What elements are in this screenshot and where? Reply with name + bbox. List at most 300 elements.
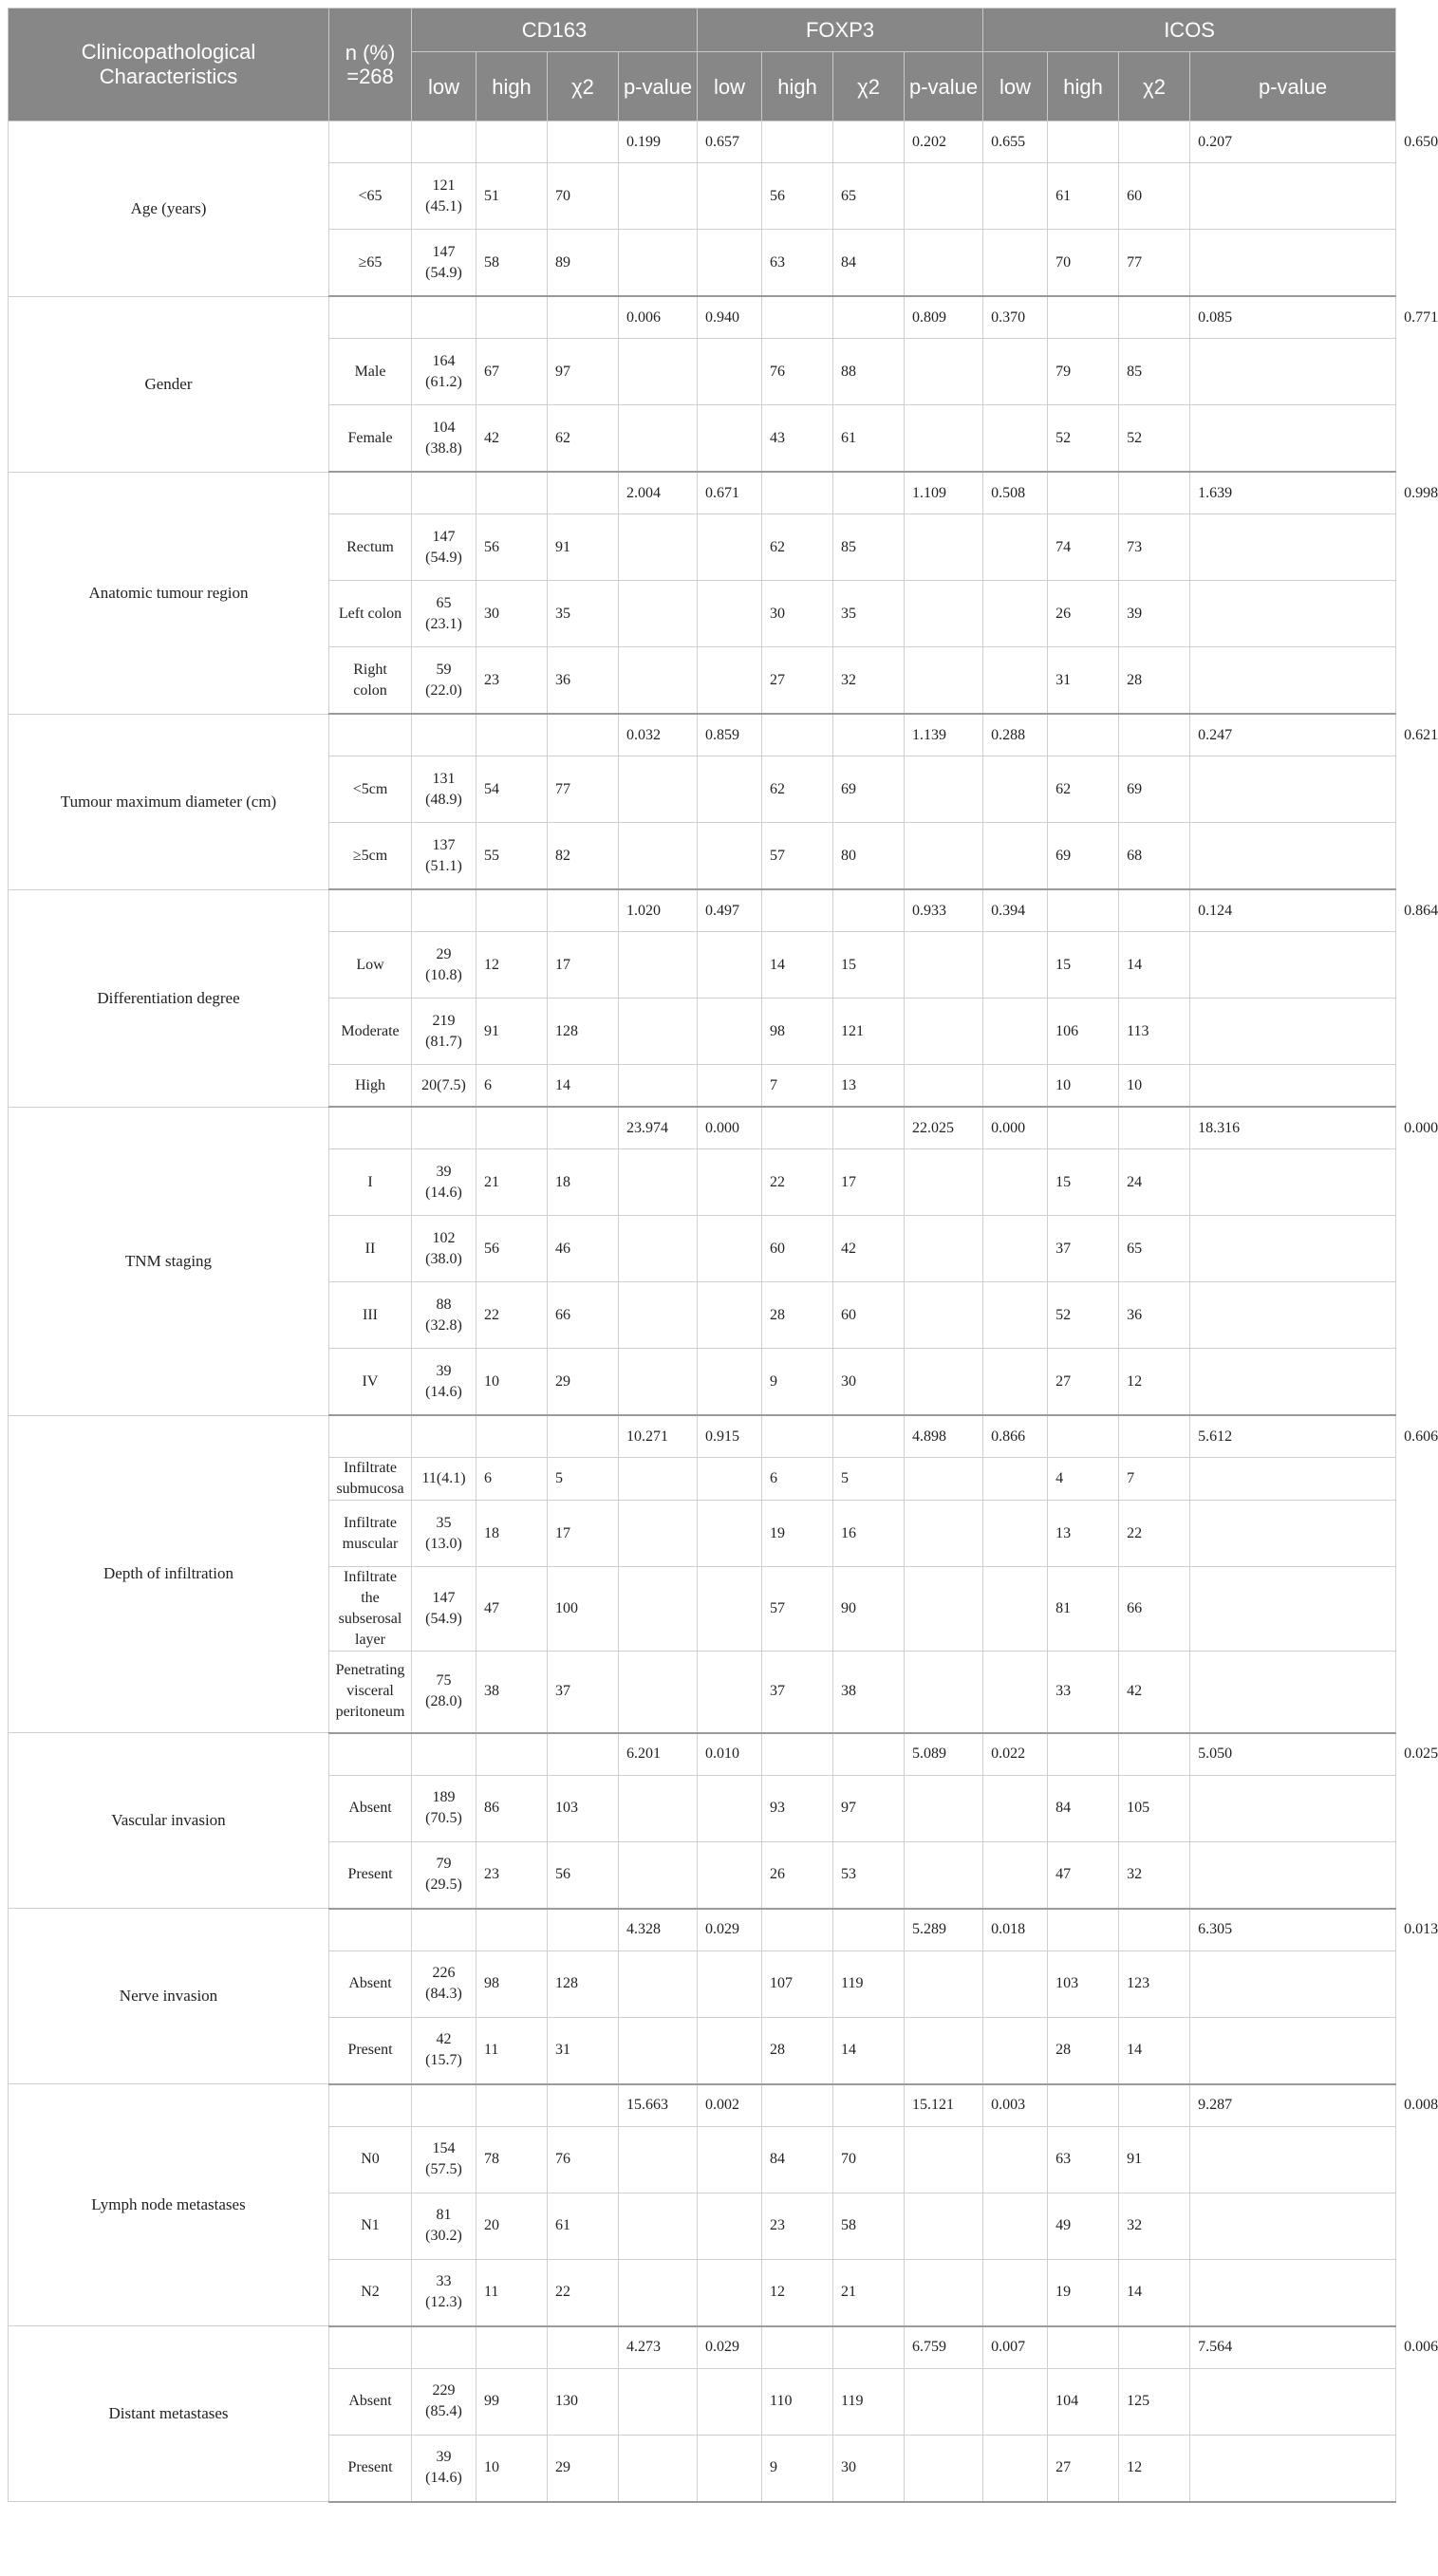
characteristic-label: Nerve invasion (9, 1909, 329, 2084)
high-count-cell: 29 (548, 1349, 619, 1416)
subcategory-label: Penetrating visceral peritoneum (329, 1652, 412, 1733)
low-count-cell: 19 (1048, 2259, 1119, 2326)
p-value-cell: 0.508 (983, 472, 1048, 514)
high-count-cell: 68 (1119, 823, 1190, 890)
empty-cell (698, 514, 762, 581)
empty-cell (476, 296, 548, 339)
empty-cell (905, 999, 983, 1065)
p-value-cell: 0.022 (983, 1733, 1048, 1776)
subcategory-label: IV (329, 1349, 412, 1416)
empty-cell (619, 514, 698, 581)
high-count-cell: 53 (833, 1841, 905, 1909)
high-count-cell: 66 (1119, 1567, 1190, 1652)
empty-cell (762, 472, 833, 514)
p-value-cell: 0.000 (698, 1107, 762, 1149)
empty-cell (983, 2435, 1048, 2502)
empty-cell (762, 1415, 833, 1458)
p-value-cell: 0.002 (698, 2084, 762, 2127)
empty-cell (833, 296, 905, 339)
empty-cell (698, 1458, 762, 1501)
empty-cell (905, 581, 983, 647)
empty-cell (698, 1282, 762, 1349)
empty-cell (983, 2368, 1048, 2435)
chi2-cell: 4.328 (619, 1909, 698, 1951)
high-count-cell: 66 (548, 1282, 619, 1349)
empty-cell (983, 1349, 1048, 1416)
table-row-stats: Anatomic tumour region 2.004 0.671 1.109 0.508 1.639 0.998 (9, 472, 1396, 514)
table-row-stats: Distant metastases 4.273 0.029 6.759 0.007 7.564 0.006 (9, 2326, 1396, 2369)
header-group-foxp3: FOXP3 (698, 9, 983, 52)
empty-cell (983, 1567, 1048, 1652)
empty-cell (1190, 2368, 1396, 2435)
header-p-value: p-value (619, 52, 698, 121)
empty-cell (762, 296, 833, 339)
empty-cell (329, 2326, 412, 2369)
empty-cell (476, 472, 548, 514)
empty-cell (1190, 1065, 1396, 1108)
count-percent-cell: 164 (61.2) (412, 339, 476, 405)
high-count-cell: 105 (1119, 1775, 1190, 1841)
empty-cell (1190, 999, 1396, 1065)
low-count-cell: 56 (476, 514, 548, 581)
p-value-cell: 0.940 (698, 296, 762, 339)
subcategory-label: II (329, 1216, 412, 1282)
low-count-cell: 26 (762, 1841, 833, 1909)
empty-cell (412, 296, 476, 339)
empty-cell (619, 2193, 698, 2259)
low-count-cell: 12 (762, 2259, 833, 2326)
high-count-cell: 22 (1119, 1501, 1190, 1567)
low-count-cell: 7 (762, 1065, 833, 1108)
high-count-cell: 17 (833, 1149, 905, 1216)
table-body (9, 121, 1438, 2502)
count-percent-cell: 147 (54.9) (412, 514, 476, 581)
empty-cell (619, 999, 698, 1065)
subcategory-label: Absent (329, 2368, 412, 2435)
header-group-cd163: CD163 (412, 9, 698, 52)
low-count-cell: 28 (1048, 2017, 1119, 2084)
empty-cell (983, 1841, 1048, 1909)
empty-cell (1190, 581, 1396, 647)
count-percent-cell: 39 (14.6) (412, 1349, 476, 1416)
chi2-cell: 1.109 (905, 472, 983, 514)
empty-cell (762, 1733, 833, 1776)
p-value-cell: 0.010 (698, 1733, 762, 1776)
high-count-cell: 31 (548, 2017, 619, 2084)
low-count-cell: 13 (1048, 1501, 1119, 1567)
high-count-cell: 89 (548, 230, 619, 297)
characteristic-label: Differentiation degree (9, 889, 329, 1107)
header-p-value: p-value (1190, 52, 1396, 121)
count-percent-cell: 147 (54.9) (412, 1567, 476, 1652)
table-row-stats: Gender 0.006 0.940 0.809 0.370 0.085 0.771 (9, 296, 1396, 339)
header-chi2: χ2 (1119, 52, 1190, 121)
empty-cell (833, 1909, 905, 1951)
high-count-cell: 91 (548, 514, 619, 581)
empty-cell (983, 647, 1048, 715)
table-row-stats: Depth of infiltration 10.271 0.915 4.898 0.866 5.612 0.606 (9, 1415, 1396, 1458)
characteristic-label: TNM staging (9, 1107, 329, 1415)
low-count-cell: 81 (1048, 1567, 1119, 1652)
table-row-stats: Age (years) 0.199 0.657 0.202 0.655 0.207 0.650 (9, 121, 1396, 163)
empty-cell (762, 1107, 833, 1149)
empty-cell (412, 1415, 476, 1458)
low-count-cell: 107 (762, 1951, 833, 2017)
empty-cell (905, 1951, 983, 2017)
high-count-cell: 14 (1119, 2259, 1190, 2326)
low-count-cell: 27 (1048, 1349, 1119, 1416)
empty-cell (1190, 756, 1396, 823)
empty-cell (1048, 1909, 1119, 1951)
empty-cell (412, 121, 476, 163)
empty-cell (476, 2084, 548, 2127)
header-group-icos: ICOS (983, 9, 1396, 52)
low-count-cell: 23 (476, 1841, 548, 1909)
count-percent-cell: 35 (13.0) (412, 1501, 476, 1567)
empty-cell (329, 889, 412, 932)
empty-cell (1048, 2084, 1119, 2127)
empty-cell (619, 1282, 698, 1349)
empty-cell (905, 1349, 983, 1416)
subcategory-label: High (329, 1065, 412, 1108)
subcategory-label: Female (329, 405, 412, 473)
empty-cell (619, 2435, 698, 2502)
table-row-stats: Nerve invasion 4.328 0.029 5.289 0.018 6.305 0.013 (9, 1909, 1396, 1951)
empty-cell (1190, 339, 1396, 405)
count-percent-cell: 137 (51.1) (412, 823, 476, 890)
subcategory-label: Left colon (329, 581, 412, 647)
high-count-cell: 52 (1119, 405, 1190, 473)
high-count-cell: 56 (548, 1841, 619, 1909)
empty-cell (619, 2259, 698, 2326)
high-count-cell: 36 (1119, 1282, 1190, 1349)
empty-cell (983, 1501, 1048, 1567)
subcategory-label: Moderate (329, 999, 412, 1065)
count-percent-cell: 81 (30.2) (412, 2193, 476, 2259)
empty-cell (983, 163, 1048, 230)
chi2-cell: 4.273 (619, 2326, 698, 2369)
low-count-cell: 22 (476, 1282, 548, 1349)
p-value-cell: 0.497 (698, 889, 762, 932)
low-count-cell: 74 (1048, 514, 1119, 581)
low-count-cell: 56 (476, 1216, 548, 1282)
header-chi2: χ2 (548, 52, 619, 121)
empty-cell (548, 1415, 619, 1458)
high-count-cell: 97 (548, 339, 619, 405)
low-count-cell: 98 (476, 1951, 548, 2017)
chi2-cell: 0.124 (1190, 889, 1396, 932)
empty-cell (1048, 296, 1119, 339)
count-percent-cell: 219 (81.7) (412, 999, 476, 1065)
high-count-cell: 103 (548, 1775, 619, 1841)
empty-cell (619, 1775, 698, 1841)
empty-cell (476, 1909, 548, 1951)
empty-cell (833, 1733, 905, 1776)
empty-cell (983, 756, 1048, 823)
empty-cell (698, 1567, 762, 1652)
low-count-cell: 11 (476, 2259, 548, 2326)
low-count-cell: 42 (476, 405, 548, 473)
empty-cell (698, 932, 762, 999)
count-percent-cell: 88 (32.8) (412, 1282, 476, 1349)
high-count-cell: 77 (548, 756, 619, 823)
low-count-cell: 28 (762, 1282, 833, 1349)
empty-cell (548, 889, 619, 932)
high-count-cell: 42 (833, 1216, 905, 1282)
low-count-cell: 20 (476, 2193, 548, 2259)
empty-cell (698, 339, 762, 405)
empty-cell (905, 2126, 983, 2193)
high-count-cell: 70 (833, 2126, 905, 2193)
empty-cell (1190, 1841, 1396, 1909)
empty-cell (983, 2259, 1048, 2326)
high-count-cell: 100 (548, 1567, 619, 1652)
count-percent-cell: 33 (12.3) (412, 2259, 476, 2326)
high-count-cell: 85 (833, 514, 905, 581)
empty-cell (905, 2435, 983, 2502)
empty-cell (698, 163, 762, 230)
low-count-cell: 15 (1048, 932, 1119, 999)
empty-cell (1119, 121, 1190, 163)
count-percent-cell: 75 (28.0) (412, 1652, 476, 1733)
empty-cell (983, 1652, 1048, 1733)
chi2-cell: 0.247 (1190, 714, 1396, 756)
empty-cell (983, 230, 1048, 297)
empty-cell (1190, 1349, 1396, 1416)
high-count-cell: 85 (1119, 339, 1190, 405)
low-count-cell: 69 (1048, 823, 1119, 890)
empty-cell (619, 405, 698, 473)
empty-cell (476, 889, 548, 932)
empty-cell (619, 1349, 698, 1416)
chi2-cell: 0.933 (905, 889, 983, 932)
high-count-cell: 128 (548, 1951, 619, 2017)
empty-cell (905, 339, 983, 405)
low-count-cell: 104 (1048, 2368, 1119, 2435)
empty-cell (905, 1282, 983, 1349)
empty-cell (619, 756, 698, 823)
empty-cell (698, 2126, 762, 2193)
header-high: high (1048, 52, 1119, 121)
empty-cell (905, 1501, 983, 1567)
empty-cell (476, 1107, 548, 1149)
empty-cell (329, 472, 412, 514)
empty-cell (833, 1415, 905, 1458)
empty-cell (983, 514, 1048, 581)
low-count-cell: 52 (1048, 1282, 1119, 1349)
count-percent-cell: 226 (84.3) (412, 1951, 476, 2017)
count-percent-cell: 39 (14.6) (412, 2435, 476, 2502)
subcategory-label: Infiltrate the subserosal layer (329, 1567, 412, 1652)
high-count-cell: 80 (833, 823, 905, 890)
low-count-cell: 15 (1048, 1149, 1119, 1216)
high-count-cell: 69 (1119, 756, 1190, 823)
empty-cell (762, 1909, 833, 1951)
table-row-stats: Vascular invasion 6.201 0.010 5.089 0.022 5.050 0.025 (9, 1733, 1396, 1776)
empty-cell (698, 1501, 762, 1567)
low-count-cell: 84 (1048, 1775, 1119, 1841)
low-count-cell: 30 (762, 581, 833, 647)
empty-cell (329, 1415, 412, 1458)
empty-cell (698, 1841, 762, 1909)
empty-cell (905, 647, 983, 715)
characteristic-label: Tumour maximum diameter (cm) (9, 714, 329, 889)
low-count-cell: 93 (762, 1775, 833, 1841)
characteristic-label: Lymph node metastases (9, 2084, 329, 2326)
high-count-cell: 12 (1119, 2435, 1190, 2502)
high-count-cell: 46 (548, 1216, 619, 1282)
empty-cell (619, 1149, 698, 1216)
chi2-cell: 1.639 (1190, 472, 1396, 514)
clinicopathological-table-container (8, 8, 1438, 2503)
empty-cell (762, 714, 833, 756)
low-count-cell: 18 (476, 1501, 548, 1567)
chi2-cell: 5.089 (905, 1733, 983, 1776)
chi2-cell: 6.759 (905, 2326, 983, 2369)
empty-cell (548, 1733, 619, 1776)
chi2-cell: 0.085 (1190, 296, 1396, 339)
low-count-cell: 51 (476, 163, 548, 230)
low-count-cell: 22 (762, 1149, 833, 1216)
high-count-cell: 14 (1119, 2017, 1190, 2084)
high-count-cell: 21 (833, 2259, 905, 2326)
empty-cell (698, 1216, 762, 1282)
low-count-cell: 23 (476, 647, 548, 715)
empty-cell (1190, 823, 1396, 890)
empty-cell (833, 2084, 905, 2127)
low-count-cell: 79 (1048, 339, 1119, 405)
low-count-cell: 11 (476, 2017, 548, 2084)
high-count-cell: 36 (548, 647, 619, 715)
empty-cell (905, 1652, 983, 1733)
count-percent-cell: 102 (38.0) (412, 1216, 476, 1282)
high-count-cell: 7 (1119, 1458, 1190, 1501)
low-count-cell: 86 (476, 1775, 548, 1841)
p-value-cell: 0.288 (983, 714, 1048, 756)
chi2-cell: 0.202 (905, 121, 983, 163)
empty-cell (412, 1733, 476, 1776)
high-count-cell: 28 (1119, 647, 1190, 715)
empty-cell (762, 2084, 833, 2127)
high-count-cell: 5 (548, 1458, 619, 1501)
high-count-cell: 38 (833, 1652, 905, 1733)
high-count-cell: 58 (833, 2193, 905, 2259)
subcategory-label: Infiltrate muscular (329, 1501, 412, 1567)
low-count-cell: 63 (1048, 2126, 1119, 2193)
high-count-cell: 123 (1119, 1951, 1190, 2017)
empty-cell (983, 823, 1048, 890)
empty-cell (698, 1951, 762, 2017)
p-value-cell: 0.655 (983, 121, 1048, 163)
low-count-cell: 19 (762, 1501, 833, 1567)
count-percent-cell: 147 (54.9) (412, 230, 476, 297)
low-count-cell: 10 (476, 2435, 548, 2502)
characteristic-label: Distant metastases (9, 2326, 329, 2502)
low-count-cell: 62 (1048, 756, 1119, 823)
p-value-cell: 0.859 (698, 714, 762, 756)
empty-cell (1190, 1149, 1396, 1216)
empty-cell (329, 714, 412, 756)
subcategory-label: ≥5cm (329, 823, 412, 890)
empty-cell (412, 2084, 476, 2127)
empty-cell (983, 1951, 1048, 2017)
empty-cell (983, 2017, 1048, 2084)
empty-cell (833, 714, 905, 756)
empty-cell (412, 1107, 476, 1149)
empty-cell (548, 714, 619, 756)
empty-cell (698, 2017, 762, 2084)
empty-cell (698, 2259, 762, 2326)
empty-cell (905, 756, 983, 823)
low-count-cell: 6 (476, 1458, 548, 1501)
chi2-cell: 5.289 (905, 1909, 983, 1951)
high-count-cell: 82 (548, 823, 619, 890)
low-count-cell: 26 (1048, 581, 1119, 647)
empty-cell (329, 121, 412, 163)
high-count-cell: 88 (833, 339, 905, 405)
empty-cell (698, 1065, 762, 1108)
low-count-cell: 23 (762, 2193, 833, 2259)
empty-cell (983, 1775, 1048, 1841)
table-row-stats: Tumour maximum diameter (cm) 0.032 0.859 1.139 0.288 0.247 0.621 (9, 714, 1396, 756)
low-count-cell: 47 (476, 1567, 548, 1652)
subcategory-label: N1 (329, 2193, 412, 2259)
low-count-cell: 106 (1048, 999, 1119, 1065)
p-value-cell: 0.370 (983, 296, 1048, 339)
subcategory-label: Present (329, 2017, 412, 2084)
empty-cell (1190, 932, 1396, 999)
empty-cell (983, 581, 1048, 647)
low-count-cell: 9 (762, 2435, 833, 2502)
subcategory-label: III (329, 1282, 412, 1349)
chi2-cell: 2.004 (619, 472, 698, 514)
empty-cell (983, 1065, 1048, 1108)
low-count-cell: 84 (762, 2126, 833, 2193)
p-value-cell: 0.915 (698, 1415, 762, 1458)
empty-cell (905, 2259, 983, 2326)
p-value-cell: 0.003 (983, 2084, 1048, 2127)
empty-cell (1190, 230, 1396, 297)
empty-cell (1190, 1282, 1396, 1349)
high-count-cell: 22 (548, 2259, 619, 2326)
empty-cell (1048, 121, 1119, 163)
header-high: high (476, 52, 548, 121)
empty-cell (329, 2084, 412, 2127)
low-count-cell: 57 (762, 823, 833, 890)
count-percent-cell: 59 (22.0) (412, 647, 476, 715)
count-percent-cell: 121 (45.1) (412, 163, 476, 230)
chi2-cell: 5.612 (1190, 1415, 1396, 1458)
empty-cell (619, 339, 698, 405)
low-count-cell: 27 (1048, 2435, 1119, 2502)
empty-cell (698, 999, 762, 1065)
empty-cell (1048, 1733, 1119, 1776)
low-count-cell: 9 (762, 1349, 833, 1416)
empty-cell (619, 2126, 698, 2193)
empty-cell (1048, 2326, 1119, 2369)
high-count-cell: 5 (833, 1458, 905, 1501)
subcategory-label: Present (329, 1841, 412, 1909)
empty-cell (698, 1775, 762, 1841)
empty-cell (1190, 514, 1396, 581)
empty-cell (548, 1909, 619, 1951)
empty-cell (1048, 889, 1119, 932)
low-count-cell: 28 (762, 2017, 833, 2084)
empty-cell (1048, 714, 1119, 756)
empty-cell (1119, 1733, 1190, 1776)
chi2-cell: 0.207 (1190, 121, 1396, 163)
empty-cell (905, 1149, 983, 1216)
